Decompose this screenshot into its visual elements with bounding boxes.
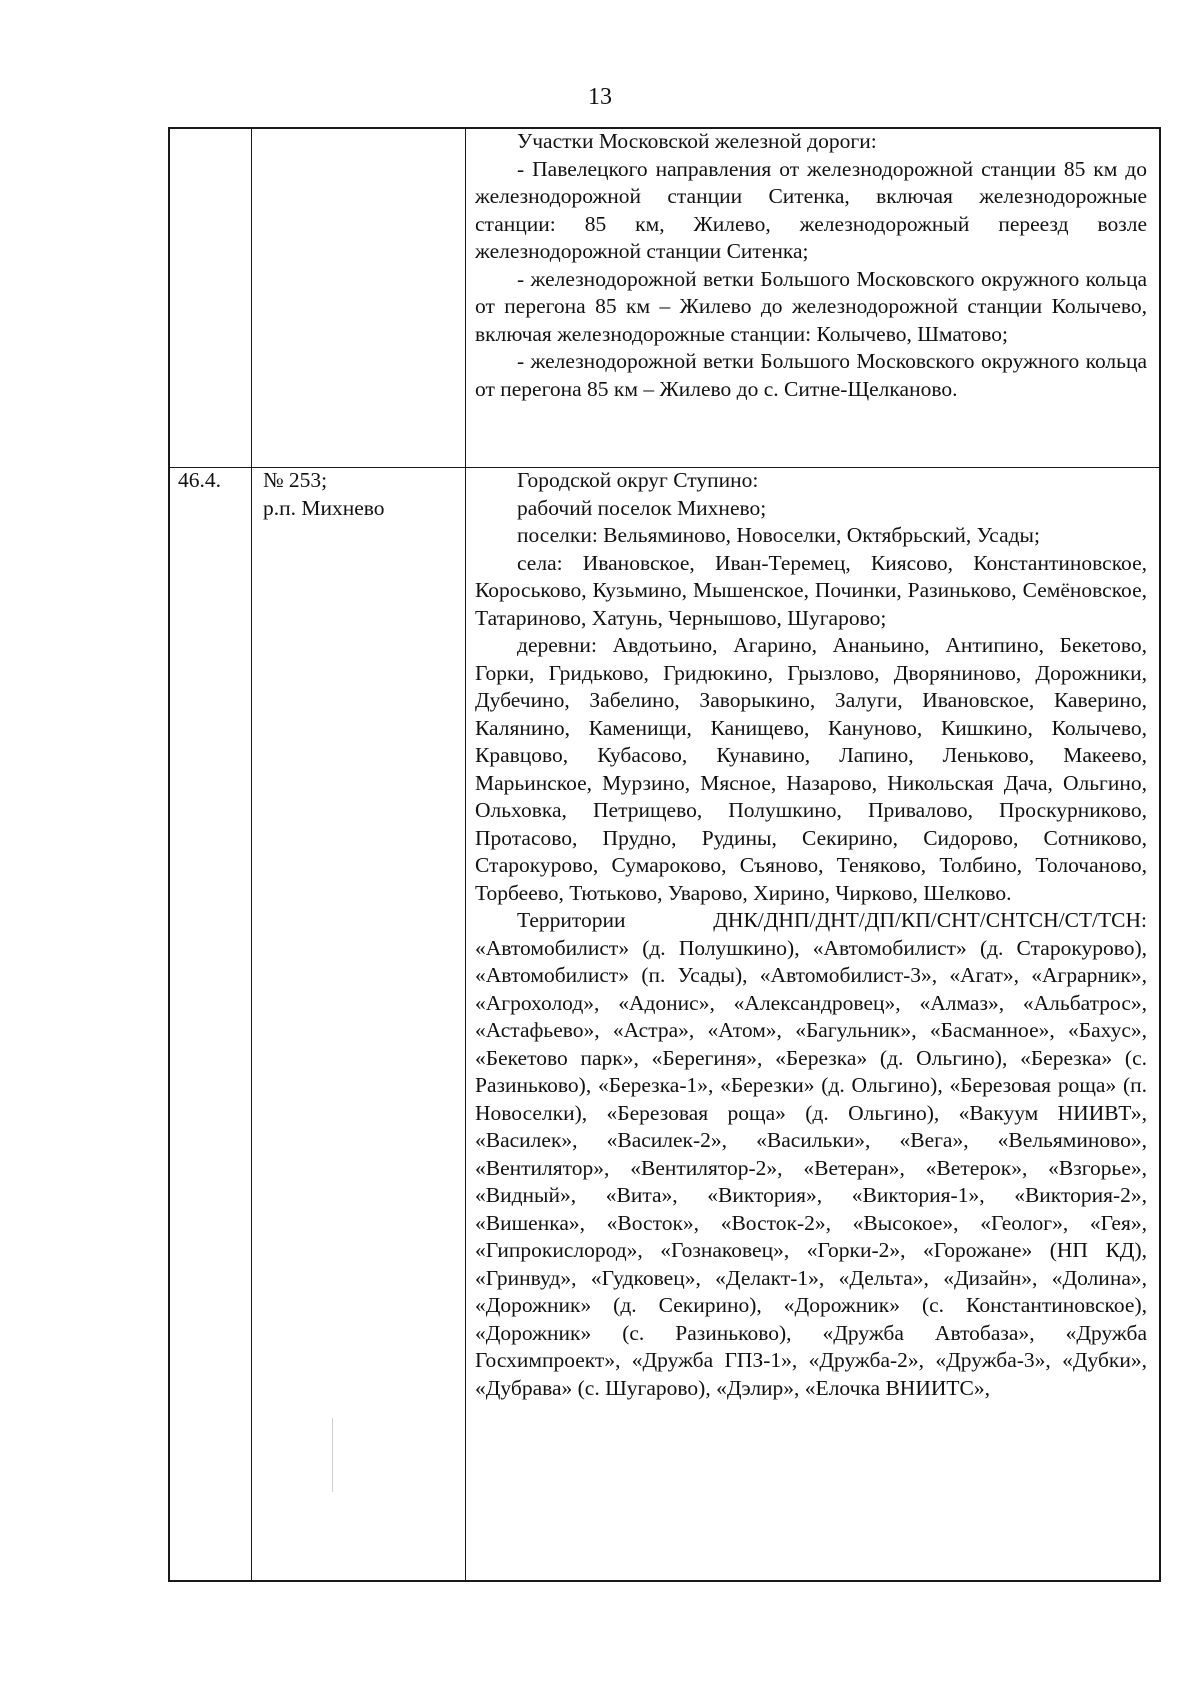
row-1-paragraph: - железнодорожной ветки Большого Московского окружного кольца от перегона 85 км – Жилево до с. Ситне-Щелканово.: [475, 349, 1147, 401]
row-1-description: [475, 128, 1147, 403]
page-number: 13: [588, 84, 612, 110]
row-2-paragraph: деревни: Авдотьино, Агарино, Ананьино, Антипино, Бекетово, Горки, Гридьково, Гридюкино, Грызлово, Дворяниново, Дорожники, Дубечино, Забелино, Заворыкино, Залуги, Ивановское, Каверино, Калянино, Каменищи, Канищево, Кануново, Кишкино, Колычево, Кравцово, Кубасово, Кунавино, Лапино, Леньково, Макеево, Марьинское, Мурзино, Мясное, Назарово, Никольская Дача, Ольгино, Ольховка, Петрищево, Полушкино, Привалово, Проскурниково, Протасово, Прудно, Рудины, Секирино, Сидорово, Сотниково, Старокурово, Сумароково, Съяново, Теняково, Толбино, Толочаново, Торбеево, Тютьково, Уварово, Хирино, Чирково, Шелково.: [475, 633, 1147, 905]
row-2-number: 46.4.: [178, 468, 221, 492]
row-2-paragraph: Городской округ Ступино:: [517, 468, 759, 492]
row-1-paragraph: Участки Московской железной дороги:: [517, 129, 877, 153]
row-2-org-number: № 253;: [263, 468, 328, 492]
row-2-description: [475, 467, 1147, 1402]
row-2-paragraph: села: Ивановское, Иван-Теремец, Киясово, Константиновское, Короськово, Кузьмино, Мышенское, Починки, Разиньково, Семёновское, Татариново, Хатунь, Чернышово, Шугарово;: [475, 550, 1147, 630]
row-1-paragraph: - Павелецкого направления от железнодорожной станции 85 км до железнодорожной станции Ситенка, включая железнодорожные станции: 85 км, Жилево, железнодорожный переезд возле железнодорожной станции Ситенка;: [475, 156, 1147, 263]
column-divider: [465, 129, 466, 1580]
row-1-paragraph: - железнодорожной ветки Большого Московского окружного кольца от перегона 85 км – Жилево до железнодорожной станции Колычево, включая железнодорожные станции: Колычево, Шматово;: [475, 266, 1147, 346]
row-2-paragraph: рабочий поселок Михнево;: [517, 495, 767, 520]
row-2-paragraph: Территории ДНК/ДНП/ДНТ/ДП/КП/СНТ/СНТСН/СТ/ТСН: «Автомобилист» (д. Полушкино), «Автомобилист» (д. Старокурово), «Автомобилист» (п. Усады), «Автомобилист-3», «Агат», «Аграрник», «Агрохолод», «Адонис», «Александровец», «Алмаз», «Альбатрос», «Астафьево», «Астра», «Атом», «Багульник», «Басманное», «Бахус», «Бекетово парк», «Берегиня», «Березка» (д. Ольгино), «Березка» (с. Разиньково), «Березка-1», «Березки» (д. Ольгино), «Березовая роща» (п. Новоселки), «Березовая роща» (д. Ольгино), «Вакуум НИИВТ», «Василек», «Василек-2», «Васильки», «Вега», «Вельяминово», «Вентилятор», «Вентилятор-2», «Ветеран», «Ветерок», «Взгорье», «Видный», «Вита», «Виктория», «Виктория-1», «Виктория-2», «Вишенка», «Восток», «Восток-2», «Высокое», «Геолог», «Гея», «Гипрокислород», «Гознаковец», «Горки-2», «Горожане» (НП КД), «Гринвуд», «Гудковец», «Делакт-1», «Дельта», «Дизайн», «Долина», «Дорожник» (д. Секирино), «Дорожник» (с. Константиновское), «Дорожник» (с. Разиньково), «Дружба Автобаза», «Дружба Госхимпроект», «Дружба ГПЗ-1», «Дружба-2», «Дружба-3», «Дубки», «Дубрава» (с. Шугарово), «Дэлир», «Елочка ВНИИТС»,: [475, 908, 1147, 1400]
row-2-org-locality: р.п. Михнево: [263, 496, 385, 520]
row-2-paragraph: поселки: Вельяминово, Новоселки, Октябрьский, Усады;: [517, 523, 1040, 547]
column-divider: [251, 129, 252, 1580]
scan-artifact-line: [332, 1418, 333, 1492]
